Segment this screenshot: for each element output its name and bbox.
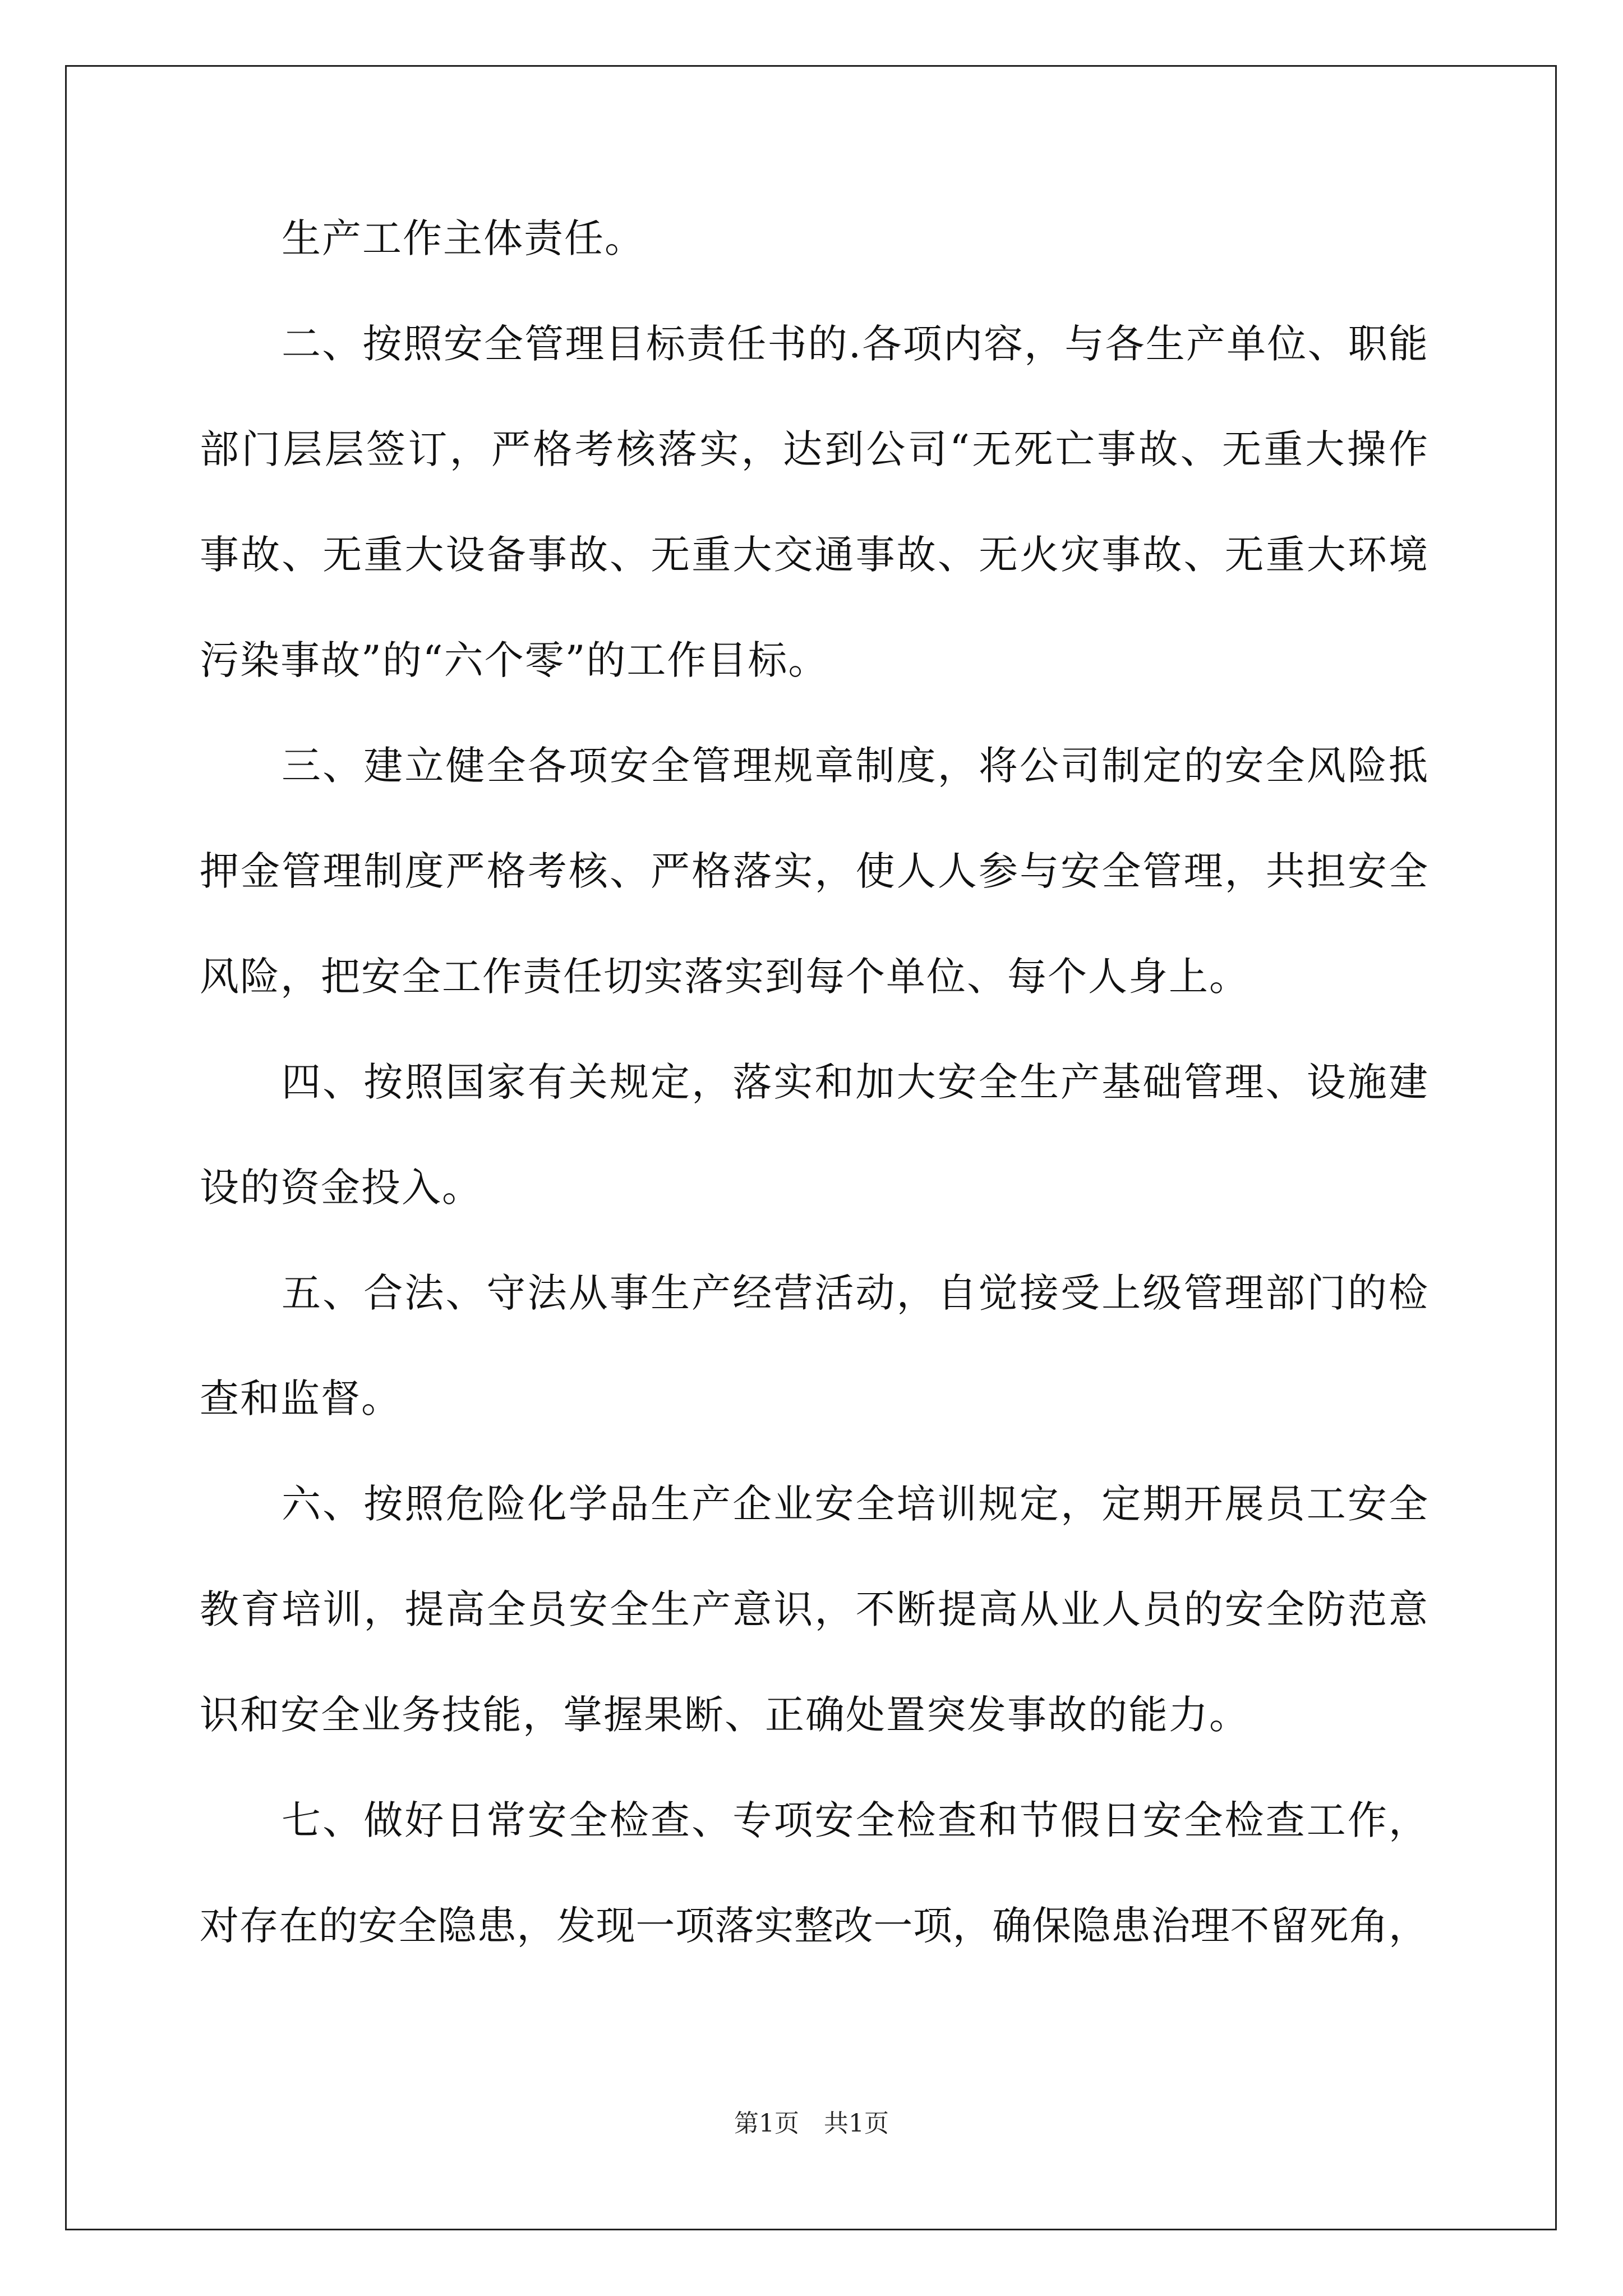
- text-line-3: 部门层层签订，严格考核落实，达到公司“无死亡事故、无重大操作: [200, 426, 1428, 472]
- document-body: [200, 215, 1428, 1949]
- text-line-5: 污染事故”的“六个零”的工作目标。: [200, 637, 829, 683]
- text-line-9: 四、按照国家有关规定，落实和加大安全生产基础管理、设施建: [282, 1059, 1428, 1105]
- text-line-12: 查和监督。: [200, 1375, 402, 1421]
- text-line-6: 三、建立健全各项安全管理规章制度，将公司制定的安全风险抵: [282, 743, 1428, 789]
- text-line-16: 七、做好日常安全检查、专项安全检查和节假日安全检查工作，: [282, 1797, 1428, 1843]
- text-line-8: 风险，把安全工作责任切实落实到每个单位、每个人身上。: [200, 954, 1249, 1000]
- text-line-11: 五、合法、守法从事生产经营活动，自觉接受上级管理部门的检: [282, 1270, 1428, 1316]
- text-line-4: 事故、无重大设备事故、无重大交通事故、无火灾事故、无重大环境: [200, 532, 1428, 578]
- text-line-14: 教育培训，提高全员安全生产意识，不断提高从业人员的安全防范意: [200, 1586, 1428, 1632]
- text-line-1: 生产工作主体责任。: [282, 215, 645, 261]
- text-line-17: 对存在的安全隐患，发现一项落实整改一项，确保隐患治理不留死角，: [200, 1903, 1428, 1949]
- text-line-2: 二、按照安全管理目标责任书的.各项内容，与各生产单位、职能: [282, 321, 1428, 367]
- page-number-footer: 第1页 共1页: [734, 2109, 889, 2138]
- text-line-7: 押金管理制度严格考核、严格落实，使人人参与安全管理，共担安全: [200, 848, 1428, 894]
- text-line-15: 识和安全业务技能，掌握果断、正确处置突发事故的能力。: [200, 1692, 1249, 1738]
- text-line-10: 设的资金投入。: [200, 1165, 482, 1211]
- text-line-13: 六、按照危险化学品生产企业安全培训规定，定期开展员工安全: [282, 1481, 1428, 1527]
